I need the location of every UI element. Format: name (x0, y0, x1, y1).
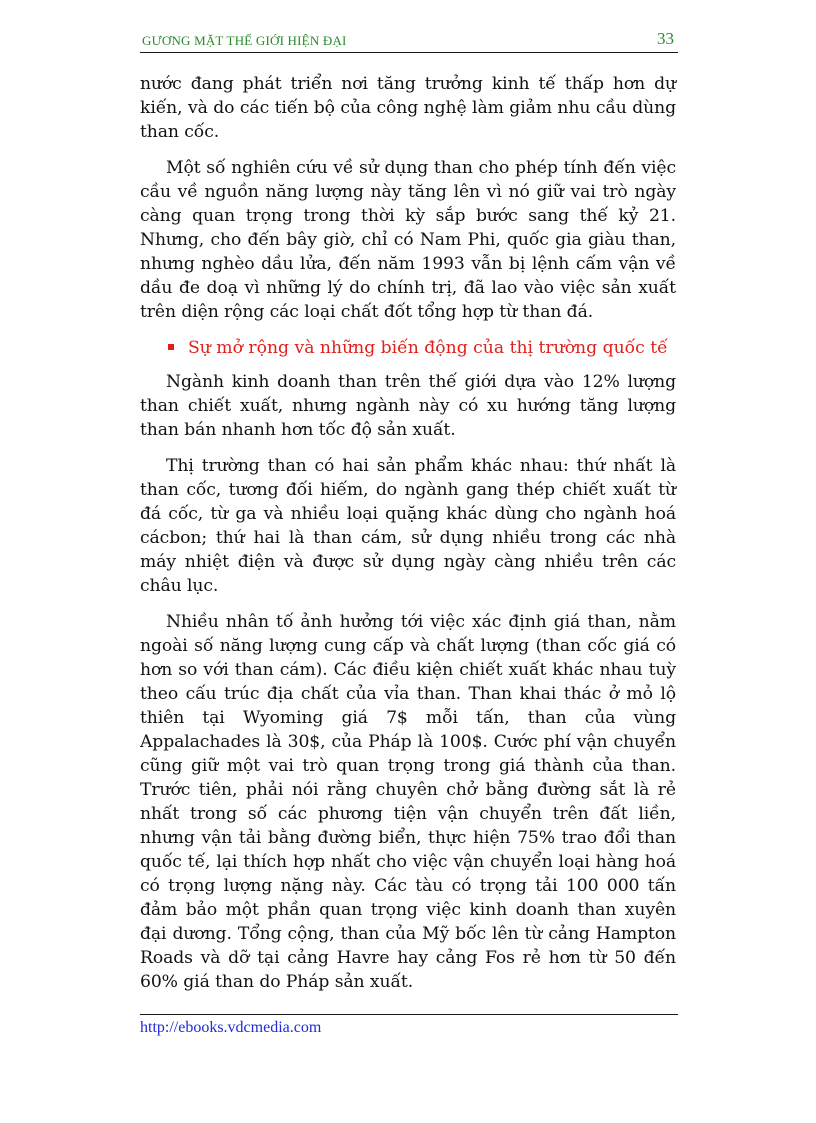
section-heading-text: Sự mở rộng và những biến động của thị trường quốc tế (188, 338, 668, 358)
paragraph-coal-price: Nhiều nhân tố ảnh hưởng tới việc xác định giá than, nằm ngoài số năng lượng cung cấp và chất lượng (than cốc giá có hơn so với than cám). Các điều kiện chiết xuất khác nhau tuỳ theo cấu trúc địa chất của vỉa than. Than khai thác ở mỏ lộ thiên tại Wyoming giá 7$ mỗi tấn, than của vùng Appalachades là 30$, của Pháp là 100$. Cước phí vận chuyển cũng giữ một vai trò quan trọng trong giá thành của than. Trước tiên, phải nói rằng chuyên chở bằng đường sắt là rẻ nhất trong số các phương tiện vận chuyển trên đất liền, nhưng vận tải bằng đường biển, thực hiện 75% trao đổi than quốc tế, lại thích hợp nhất cho việc vận chuyển loại hàng hoá có trọng lượng nặng này. Các tàu có trọng tải 100 000 tấn đảm bảo một phần quan trọng việc kinh doanh than xuyên đại dương. Tổng cộng, than của Mỹ bốc lên từ cảng Hampton Roads và dỡ tại cảng Havre hay cảng Fos rẻ hơn từ 50 đến 60% giá than do Pháp sản xuất. (140, 612, 676, 992)
paragraph-continuation: nước đang phát triển nơi tăng trưởng kinh tế thấp hơn dự kiến, và do các tiến bộ của công nghệ làm giảm nhu cầu dùng than cốc. (140, 74, 676, 142)
page-footer (140, 1014, 678, 1037)
section-heading (140, 336, 676, 360)
square-bullet-icon (168, 344, 174, 350)
running-header-title: GƯƠNG MẶT THẾ GIỚI HIỆN ĐẠI (142, 33, 347, 48)
page-number: 33 (657, 29, 674, 48)
paragraph-coal-market: Thị trường than có hai sản phẩm khác nhau: thứ nhất là than cốc, tương đối hiếm, do ngành gang thép chiết xuất từ đá cốc, từ ga và nhiều loại quặng khác dùng cho ngành hoá cácbon; thứ hai là than cám, sử dụng nhiều trong các nhà máy nhiệt điện và được sử dụng ngày càng nhiều trên các châu lục. (140, 456, 676, 596)
paragraph-coal-research: Một số nghiên cứu về sử dụng than cho phép tính đến việc cầu về nguồn năng lượng này tăng lên vì nó giữ vai trò ngày càng quan trọng trong thời kỳ sắp bước sang thế kỷ 21. Nhưng, cho đến bây giờ, chỉ có Nam Phi, quốc gia giàu than, nhưng nghèo dầu lửa, đến năm 1993 vẫn bị lệnh cấm vận về dầu đe doạ vì những lý do chính trị, đã lao vào việc sản xuất trên diện rộng các loại chất đốt tổng hợp từ than đá. (140, 158, 676, 322)
page-header (140, 28, 678, 53)
page-body (140, 72, 676, 1006)
paragraph-coal-trade: Ngành kinh doanh than trên thế giới dựa vào 12% lượng than chiết xuất, nhưng ngành này có xu hướng tăng lượng than bán nhanh hơn tốc độ sản xuất. (140, 372, 676, 440)
footer-link[interactable]: http://ebooks.vdcmedia.com (140, 1019, 322, 1036)
